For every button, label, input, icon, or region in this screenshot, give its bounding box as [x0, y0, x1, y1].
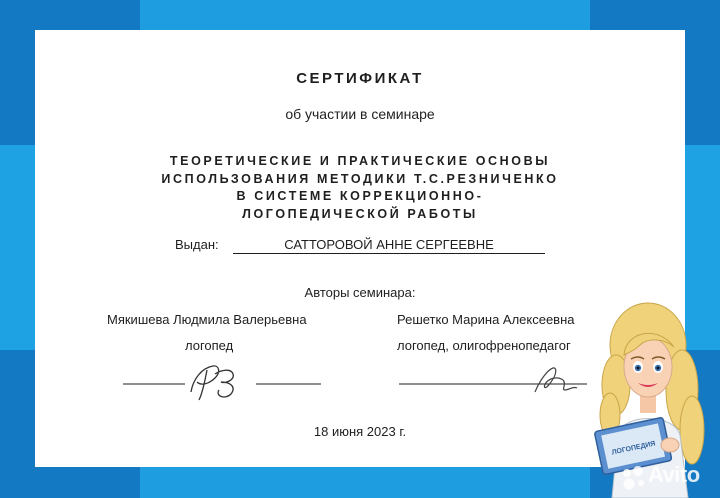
signature-2	[397, 360, 597, 405]
author-name: Мякишева Людмила Валерьевна	[107, 312, 307, 327]
author-name: Решетко Марина Алексеевна	[397, 312, 575, 327]
seminar-title-line: ЛОГОПЕДИЧЕСКОЙ РАБОТЫ	[242, 206, 478, 221]
author-role: логопед	[185, 338, 234, 353]
certificate-subtitle: об участии в семинаре	[285, 106, 435, 122]
book-label: ЛОГОПЕДИЯ	[611, 440, 657, 457]
watermark-text: Avito	[648, 462, 700, 487]
seminar-title-line: ТЕОРЕТИЧЕСКИЕ И ПРАКТИЧЕСКИЕ ОСНОВЫ	[169, 154, 551, 168]
seminar-title	[35, 153, 685, 223]
authors-label: Авторы семинара:	[304, 285, 416, 300]
watermark-logo-icon	[621, 465, 651, 491]
recipient-name: САТТОРОВОЙ АННЕ СЕРГЕЕВНЕ	[233, 237, 545, 254]
issued-label: Выдан:	[175, 237, 219, 252]
signature-1	[123, 360, 323, 405]
seminar-title-line: В СИСТЕМЕ КОРРЕКЦИОННО-	[236, 189, 484, 203]
seminar-title-line: ИСПОЛЬЗОВАНИЯ МЕТОДИКИ Т.С.РЕЗНИЧЕНКО	[161, 171, 559, 186]
certificate-title: СЕРТИФИКАТ	[296, 70, 424, 87]
author-role: логопед, олигофренопедагог	[397, 338, 571, 353]
certificate-date: 18 июня 2023 г.	[313, 424, 407, 439]
